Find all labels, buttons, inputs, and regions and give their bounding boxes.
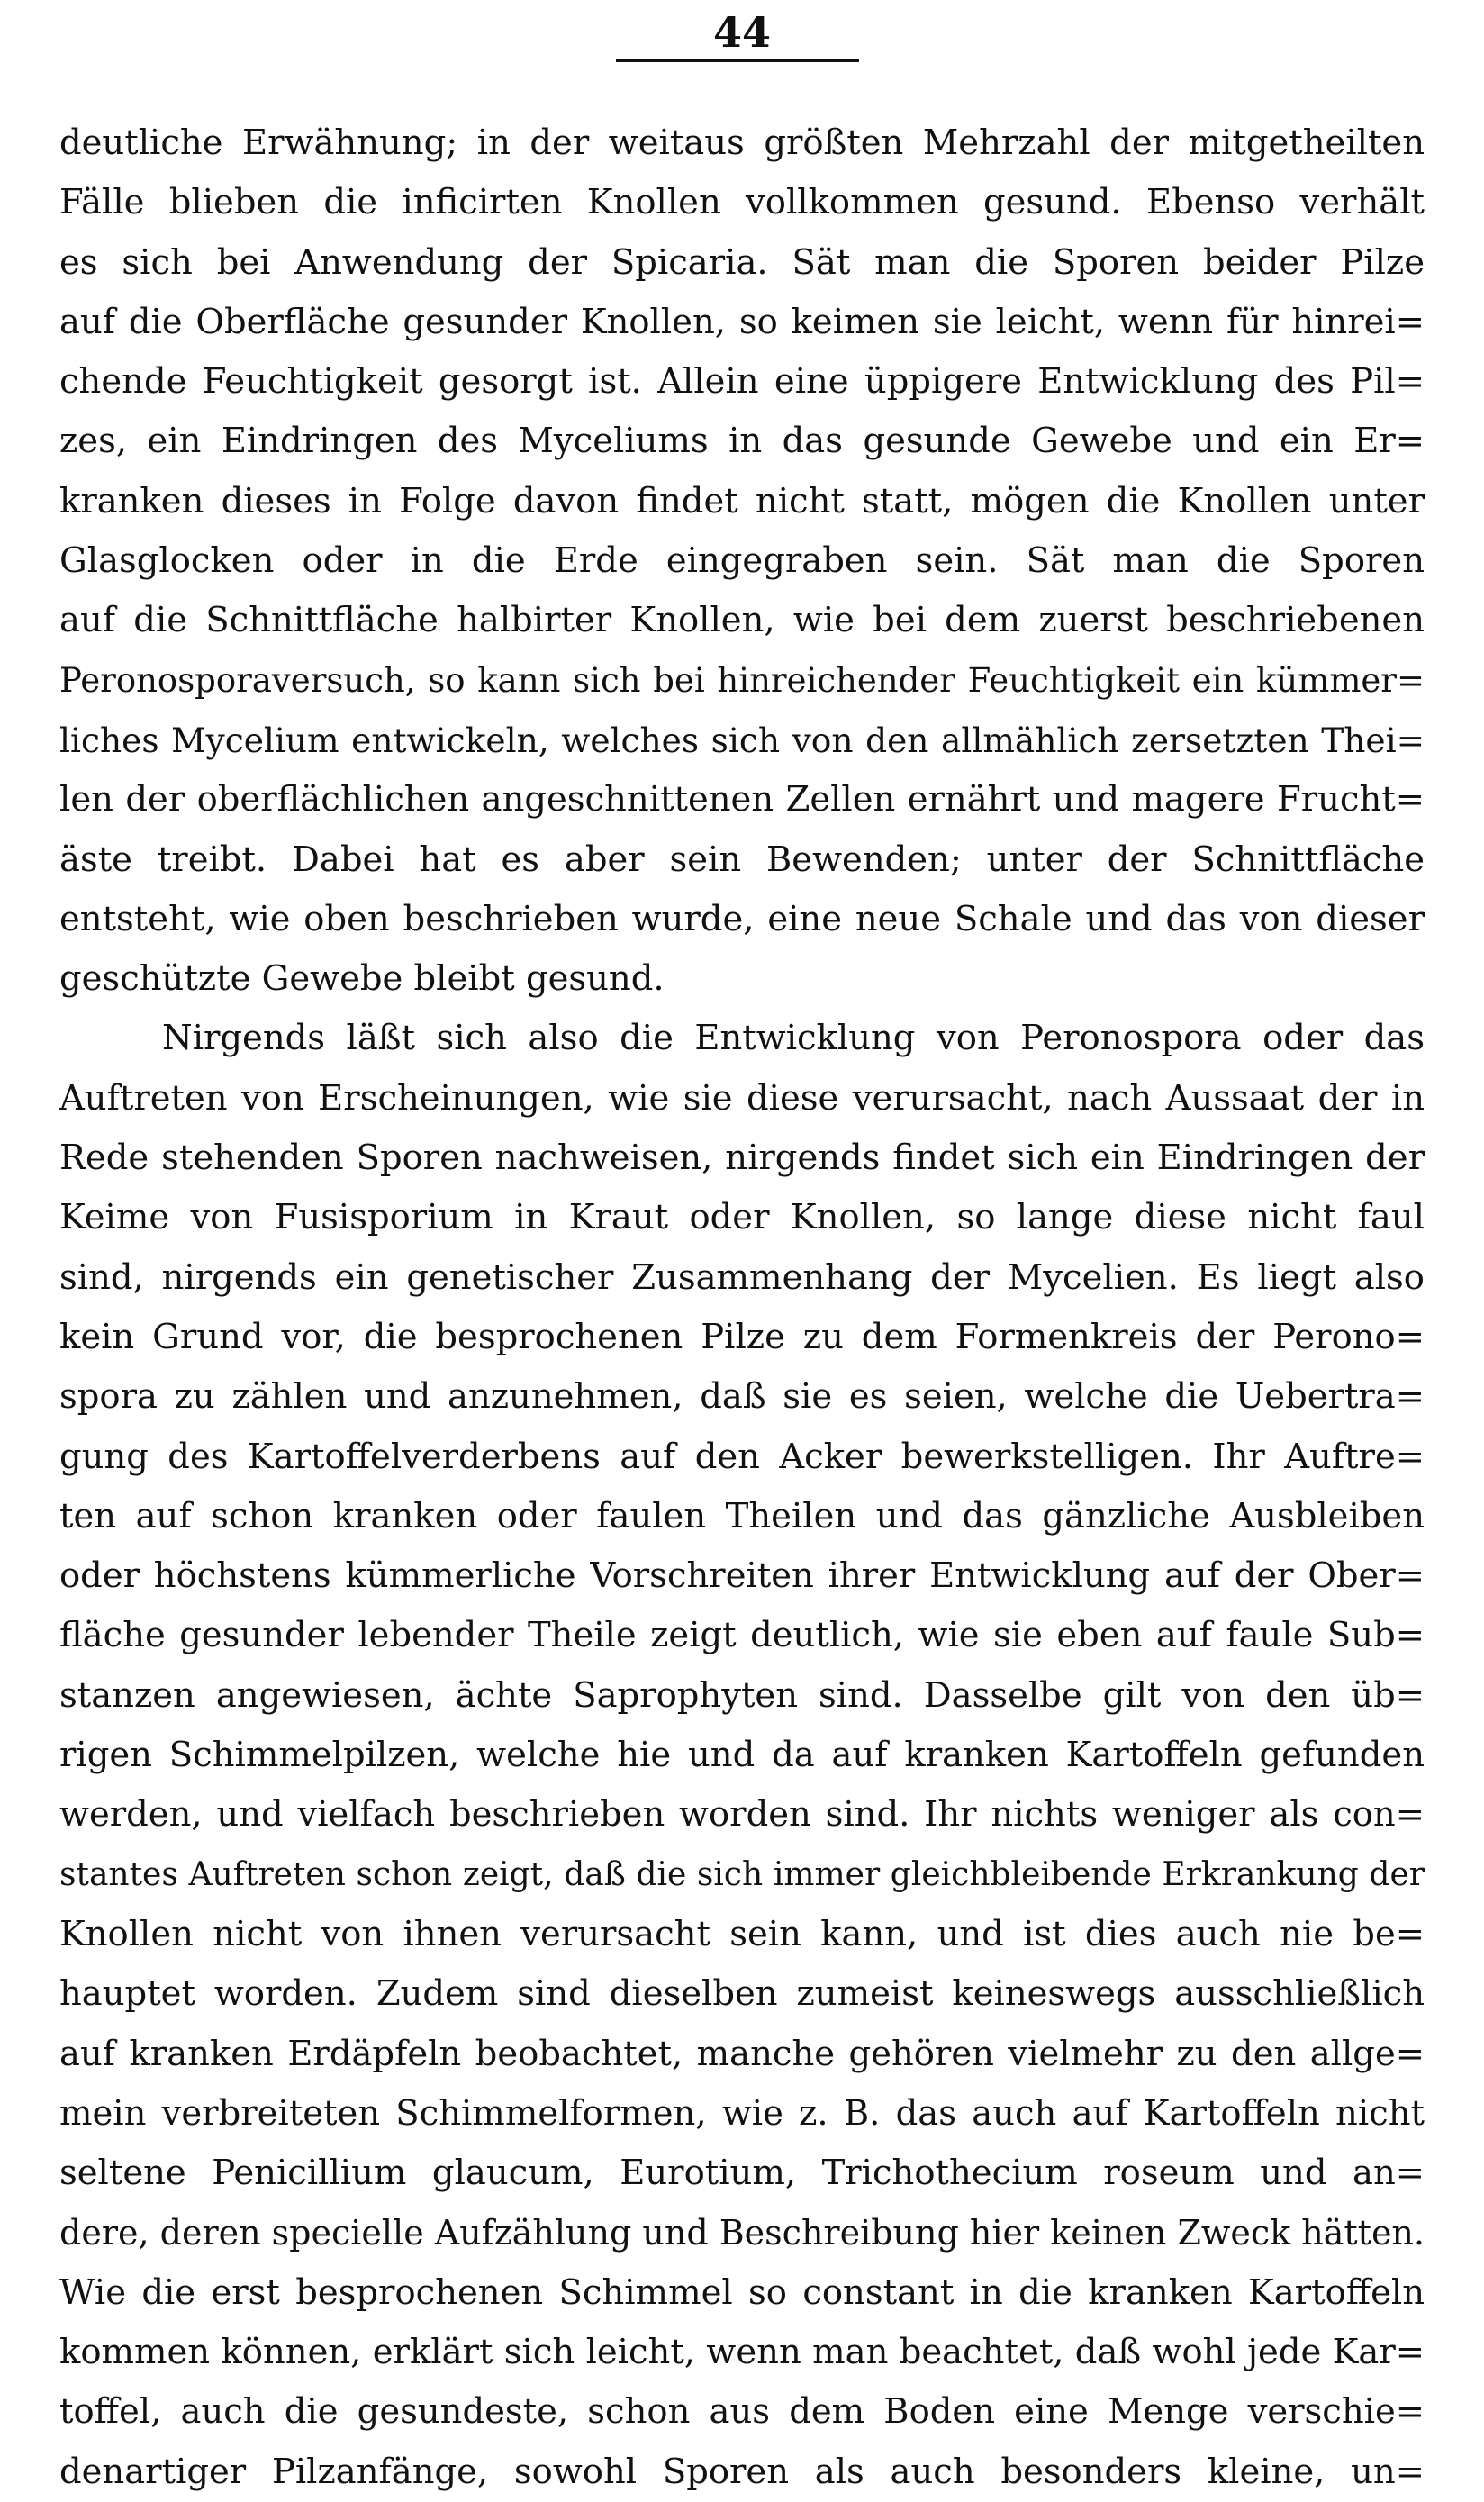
text-line: kommen können, erklärt sich leicht, wenn man beachtet, daß wohl jede Kar= bbox=[59, 2331, 1425, 2372]
text-line: spora zu zählen und anzunehmen, daß sie es seien, welche die Uebertra= bbox=[59, 1376, 1425, 1418]
text-line: werden, und vielfach beschrieben worden sind. Ihr nichts weniger als con= bbox=[59, 1794, 1425, 1836]
text-line: Glasglocken oder in die Erde eingegraben sein. Sät man die Sporen bbox=[59, 540, 1425, 582]
text-line: hauptet worden. Zudem sind dieselben zumeist keineswegs ausschließlich bbox=[59, 1973, 1425, 2015]
body-text bbox=[59, 113, 1425, 2502]
text-line: gung des Kartoffelverderbens auf den Acker bewerkstelligen. Ihr Auftre= bbox=[59, 1436, 1425, 1477]
text-line: liches Mycelium entwickeln, welches sich von den allmählich zersetzten Thei= bbox=[59, 720, 1425, 760]
text-line: chende Feuchtigkeit gesorgt ist. Allein eine üppigere Entwicklung des Pil= bbox=[59, 361, 1425, 403]
text-line: rigen Schimmelpilzen, welche hie und da auf kranken Kartoffeln gefunden bbox=[59, 1735, 1425, 1776]
text-line: entsteht, wie oben beschrieben wurde, eine neue Schale und das von dieser bbox=[59, 898, 1425, 939]
text-line: auf die Schnittfläche halbirter Knollen, wie bei dem zuerst beschriebenen bbox=[59, 600, 1425, 641]
text-line: kranken dieses in Folge davon findet nicht statt, mögen die Knollen unter bbox=[59, 480, 1425, 521]
text-line: ten auf schon kranken oder faulen Theilen und das gänzliche Ausbleiben bbox=[59, 1495, 1425, 1537]
text-line: Peronosporaversuch, so kann sich bei hinreichender Feuchtigkeit ein kümmer= bbox=[59, 660, 1425, 700]
text-line: Knollen nicht von ihnen verursacht sein kann, und ist dies auch nie be= bbox=[59, 1913, 1425, 1954]
text-line: auf die Oberfläche gesunder Knollen, so keimen sie leicht, wenn für hinrei= bbox=[59, 301, 1425, 342]
text-line: len der oberflächlichen angeschnittenen Zellen ernährt und magere Frucht= bbox=[59, 779, 1425, 820]
text-line: toffel, auch die gesundeste, schon aus dem Boden eine Menge verschie= bbox=[59, 2391, 1425, 2433]
header-rule bbox=[616, 59, 859, 62]
text-line: Rede stehenden Sporen nachweisen, nirgends findet sich ein Eindringen der bbox=[59, 1138, 1425, 1179]
text-line: Fälle blieben die inficirten Knollen vollkommen gesund. Ebenso verhält bbox=[59, 182, 1425, 223]
text-line: stantes Auftreten schon zeigt, daß die sich immer gleichbleibende Erkrankung der bbox=[59, 1855, 1425, 1893]
text-line: stanzen angewiesen, ächte Saprophyten sind. Dasselbe gilt von den üb= bbox=[59, 1674, 1425, 1716]
text-line: denartiger Pilzanfänge, sowohl Sporen als auch besonders kleine, un= bbox=[59, 2451, 1425, 2492]
text-line: seltene Penicillium glaucum, Eurotium, Trichothecium roseum und an= bbox=[59, 2153, 1425, 2194]
text-line: kein Grund vor, die besprochenen Pilze zu dem Formenkreis der Perono= bbox=[59, 1316, 1425, 1357]
text-line: äste treibt. Dabei hat es aber sein Bewenden; unter der Schnittfläche bbox=[59, 839, 1425, 880]
text-line: es sich bei Anwendung der Spicaria. Sät man die Sporen beider Pilze bbox=[59, 241, 1425, 283]
text-line: sind, nirgends ein genetischer Zusammenhang der Mycelien. Es liegt also bbox=[59, 1256, 1425, 1298]
text-line: geschützte Gewebe bleibt gesund. bbox=[59, 958, 665, 1000]
text-line: deutliche Erwähnung; in der weitaus größten Mehrzahl der mitgetheilten bbox=[59, 122, 1425, 163]
text-line: Nirgends läßt sich also die Entwicklung von Peronospora oder das bbox=[162, 1018, 1425, 1059]
text-line: auf kranken Erdäpfeln beobachtet, manche gehören vielmehr zu den allge= bbox=[59, 2033, 1425, 2074]
text-line: mein verbreiteten Schimmelformen, wie z. B. das auch auf Kartoffeln nicht bbox=[59, 2092, 1425, 2134]
text-line: fläche gesunder lebender Theile zeigt deutlich, wie sie eben auf faule Sub= bbox=[59, 1615, 1425, 1656]
text-line: zes, ein Eindringen des Myceliums in das gesunde Gewebe und ein Er= bbox=[59, 421, 1425, 462]
text-line: Auftreten von Erscheinungen, wie sie diese verursacht, nach Aussaat der in bbox=[59, 1077, 1425, 1119]
text-line: Wie die erst besprochenen Schimmel so constant in die kranken Kartoffeln bbox=[59, 2271, 1425, 2313]
text-line: Keime von Fusisporium in Kraut oder Knollen, so lange diese nicht faul bbox=[59, 1197, 1425, 1238]
text-line: dere, deren specielle Aufzählung und Beschreibung hier keinen Zweck hätten. bbox=[59, 2213, 1425, 2253]
page-number: 44 bbox=[712, 8, 771, 57]
text-line: oder höchstens kümmerliche Vorschreiten ihrer Entwicklung auf der Ober= bbox=[59, 1555, 1425, 1597]
